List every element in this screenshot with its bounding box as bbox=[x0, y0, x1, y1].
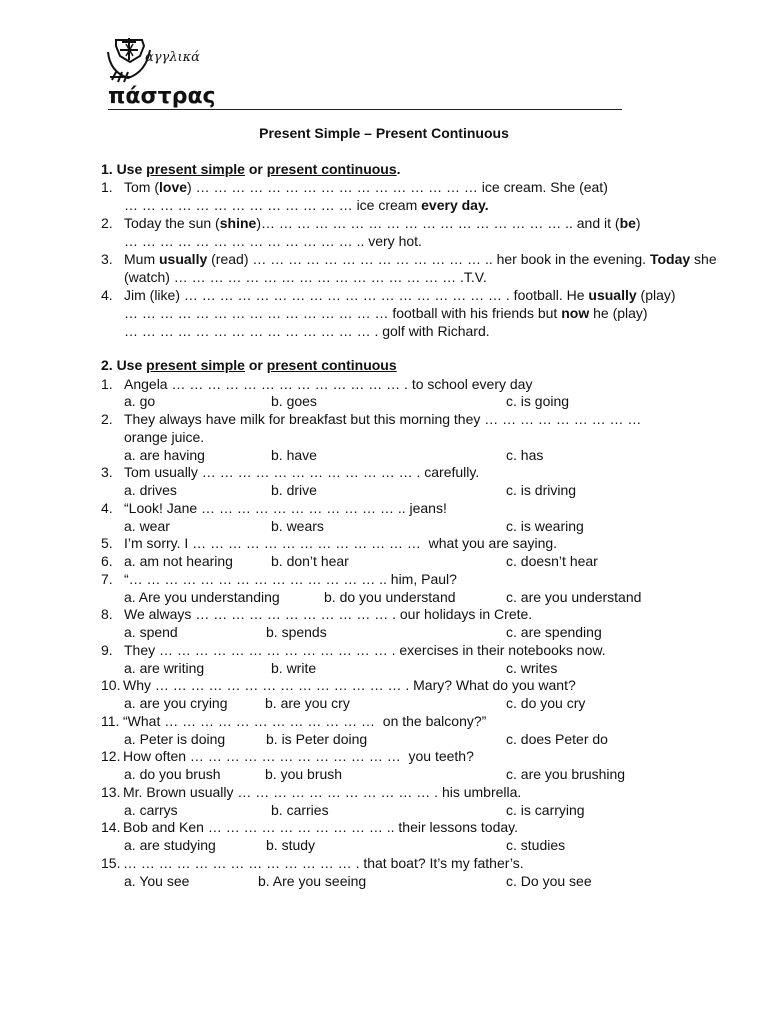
options-line bbox=[0, 659, 768, 677]
option-b: b. do you understand bbox=[324, 589, 456, 605]
option-b: b. goes bbox=[271, 393, 317, 409]
question-text: Why … … … … … … … … … … … … … … . Mary? What do you want? bbox=[123, 677, 576, 693]
item-text: (watch) … … … … … … … … … … … … … … … … .T.V. bbox=[124, 269, 487, 285]
question-number: 7. bbox=[101, 571, 113, 587]
question-text: They … … … … … … … … … … … … … . exercises in their notebooks now. bbox=[124, 642, 606, 658]
question-line bbox=[0, 854, 768, 872]
item-number: 3. bbox=[101, 251, 113, 267]
exercise-line bbox=[0, 268, 768, 286]
section-heading-text: 2. Use present simple or present continuous bbox=[101, 357, 397, 373]
question-line bbox=[0, 712, 768, 730]
item-number: 4. bbox=[101, 287, 113, 303]
item-number: 2. bbox=[101, 215, 113, 231]
option-b: b. Are you seeing bbox=[258, 873, 367, 889]
question-line bbox=[0, 818, 768, 836]
question-text: They always have milk for breakfast but this morning they … … … … … … … … … bbox=[124, 411, 642, 427]
header-divider bbox=[108, 109, 622, 110]
options-line bbox=[0, 428, 768, 446]
option-c: c. doesn’t hear bbox=[506, 553, 598, 569]
option-b: b. study bbox=[266, 837, 316, 853]
options-line bbox=[0, 446, 768, 464]
question-number: 14. bbox=[101, 819, 121, 835]
question-text: “What … … … … … … … … … … … … on the balcony?” bbox=[123, 713, 487, 729]
option-b: b. don’t hear bbox=[271, 553, 349, 569]
item-text: Mum usually (read) … … … … … … … … … … … … … .. her book in the evening. Today she bbox=[124, 251, 717, 267]
option-a: a. carrys bbox=[124, 802, 178, 818]
option-c: c. is driving bbox=[506, 482, 577, 498]
option-c: c. are spending bbox=[506, 624, 602, 640]
options-line bbox=[0, 872, 768, 890]
question-line bbox=[0, 463, 768, 481]
item-text: Today the sun (shine)… … … … … … … … … … … … … … … … … .. and it (be) bbox=[124, 215, 641, 231]
option-b: b. you brush bbox=[265, 766, 343, 782]
option-a: a. do you brush bbox=[124, 766, 221, 782]
option-c: c. has bbox=[506, 447, 544, 463]
item-text: … … … … … … … … … … … … … ice cream every day. bbox=[124, 197, 489, 213]
options-line bbox=[0, 765, 768, 783]
option-c: c. do you cry bbox=[506, 695, 586, 711]
exercise-line bbox=[0, 232, 768, 250]
item-text: Tom (love) … … … … … … … … … … … … … … … … ice cream. She (eat) bbox=[124, 179, 608, 195]
section-heading-text: 1. Use present simple or present continuous. bbox=[101, 161, 401, 177]
question-line bbox=[0, 499, 768, 517]
option-b: b. have bbox=[271, 447, 317, 463]
question-number: 10. bbox=[101, 677, 121, 693]
question-number: 3. bbox=[101, 464, 113, 480]
option-c: c. studies bbox=[506, 837, 566, 853]
question-number: 2. bbox=[101, 411, 113, 427]
question-line bbox=[0, 534, 768, 552]
question-number: 13. bbox=[101, 784, 121, 800]
option-a: a. are you crying bbox=[124, 695, 228, 711]
option-b: b. carries bbox=[271, 802, 329, 818]
question-line bbox=[0, 641, 768, 659]
question-text: … … … … … … … … … … … … … . that boat? It’s my father’s. bbox=[123, 855, 524, 871]
option-a: a. go bbox=[124, 393, 156, 409]
option-b: b. are you cry bbox=[265, 695, 350, 711]
option-c: c. are you brushing bbox=[506, 766, 626, 782]
exercise-line bbox=[0, 214, 768, 232]
section-2-heading bbox=[0, 356, 768, 374]
option-c: c. does Peter do bbox=[506, 731, 608, 747]
option-a: a. wear bbox=[124, 518, 170, 534]
option-b: b. drive bbox=[271, 482, 317, 498]
options-line bbox=[0, 623, 768, 641]
option-b: b. spends bbox=[266, 624, 327, 640]
item-text: … … … … … … … … … … … … … … … football with his friends but now he (play) bbox=[124, 305, 648, 321]
item-number: 1. bbox=[101, 179, 113, 195]
options-line bbox=[0, 694, 768, 712]
option-a: a. spend bbox=[124, 624, 178, 640]
option-a: a. Peter is doing bbox=[124, 731, 226, 747]
question-number: 5. bbox=[101, 535, 113, 551]
question-text: Mr. Brown usually … … … … … … … … … … … . his umbrella. bbox=[123, 784, 522, 800]
item-text: … … … … … … … … … … … … … … . golf with Richard. bbox=[124, 323, 490, 339]
question-text: How often … … … … … … … … … … … … you teeth? bbox=[123, 748, 474, 764]
question-number: 4. bbox=[101, 500, 113, 516]
options-line bbox=[0, 801, 768, 819]
item-text: … … … … … … … … … … … … … .. very hot. bbox=[124, 233, 422, 249]
option-c: c. is carrying bbox=[506, 802, 585, 818]
options-line bbox=[0, 481, 768, 499]
options-line bbox=[0, 588, 768, 606]
question-line bbox=[0, 676, 768, 694]
logo bbox=[100, 32, 240, 112]
section-1-heading bbox=[0, 160, 768, 178]
question-number: 12. bbox=[101, 748, 121, 764]
question-text: Angela … … … … … … … … … … … … … . to school every day bbox=[124, 376, 533, 392]
logo-subtitle: αγγλικά bbox=[145, 50, 200, 65]
question-line bbox=[0, 605, 768, 623]
question-line bbox=[0, 783, 768, 801]
option-c: c. writes bbox=[506, 660, 558, 676]
item-text: Jim (like) … … … … … … … … … … … … … … … … … … . football. He usually (play) bbox=[124, 287, 676, 303]
options-line bbox=[0, 730, 768, 748]
option-b: b. write bbox=[271, 660, 317, 676]
option-c: c. are you understand bbox=[506, 589, 642, 605]
option-a: a. drives bbox=[124, 482, 177, 498]
question-line bbox=[0, 570, 768, 588]
question-text: “Look! Jane … … … … … … … … … … … .. jeans! bbox=[124, 500, 447, 516]
question-number: 9. bbox=[101, 642, 113, 658]
option-b: b. wears bbox=[271, 518, 324, 534]
question-text: Bob and Ken … … … … … … … … … … .. their lessons today. bbox=[123, 819, 518, 835]
question-number: 15. bbox=[101, 855, 121, 871]
option-a: a. are writing bbox=[124, 660, 205, 676]
option-a: a. are studying bbox=[124, 837, 216, 853]
question-number: 1. bbox=[101, 376, 113, 392]
question-number: 6. bbox=[101, 553, 113, 569]
question-number: 11. bbox=[101, 713, 120, 729]
exercise-line bbox=[0, 304, 768, 322]
options-line bbox=[0, 392, 768, 410]
question-text: I’m sorry. I … … … … … … … … … … … … … what you are saying. bbox=[124, 535, 558, 551]
question-text: We always … … … … … … … … … … … . our holidays in Crete. bbox=[124, 606, 533, 622]
option-a: a. am not hearing bbox=[124, 553, 233, 569]
option-b: b. is Peter doing bbox=[266, 731, 368, 747]
option-c: c. is wearing bbox=[506, 518, 584, 534]
options-line bbox=[0, 836, 768, 854]
exercise-line bbox=[0, 250, 768, 268]
question-line bbox=[0, 375, 768, 393]
option-c: c. is going bbox=[506, 393, 570, 409]
question-continuation: orange juice. bbox=[124, 429, 205, 445]
exercise-line bbox=[0, 178, 768, 196]
question-line bbox=[0, 747, 768, 765]
options-line bbox=[0, 552, 768, 570]
question-line bbox=[0, 410, 768, 428]
question-number: 8. bbox=[101, 606, 113, 622]
exercise-line bbox=[0, 286, 768, 304]
question-text: Tom usually … … … … … … … … … … … … . carefully. bbox=[124, 464, 480, 480]
exercise-line bbox=[0, 322, 768, 340]
option-c: c. Do you see bbox=[506, 873, 592, 889]
option-a: a. are having bbox=[124, 447, 205, 463]
logo-brand: πάστρας bbox=[108, 84, 216, 109]
option-a: a. You see bbox=[124, 873, 190, 889]
page-title: Present Simple – Present Continuous bbox=[259, 125, 509, 141]
option-a: a. Are you understanding bbox=[124, 589, 280, 605]
exercise-line bbox=[0, 196, 768, 214]
question-text: “… … … … … … … … … … … … … … .. him, Paul? bbox=[124, 571, 457, 587]
options-line bbox=[0, 517, 768, 535]
